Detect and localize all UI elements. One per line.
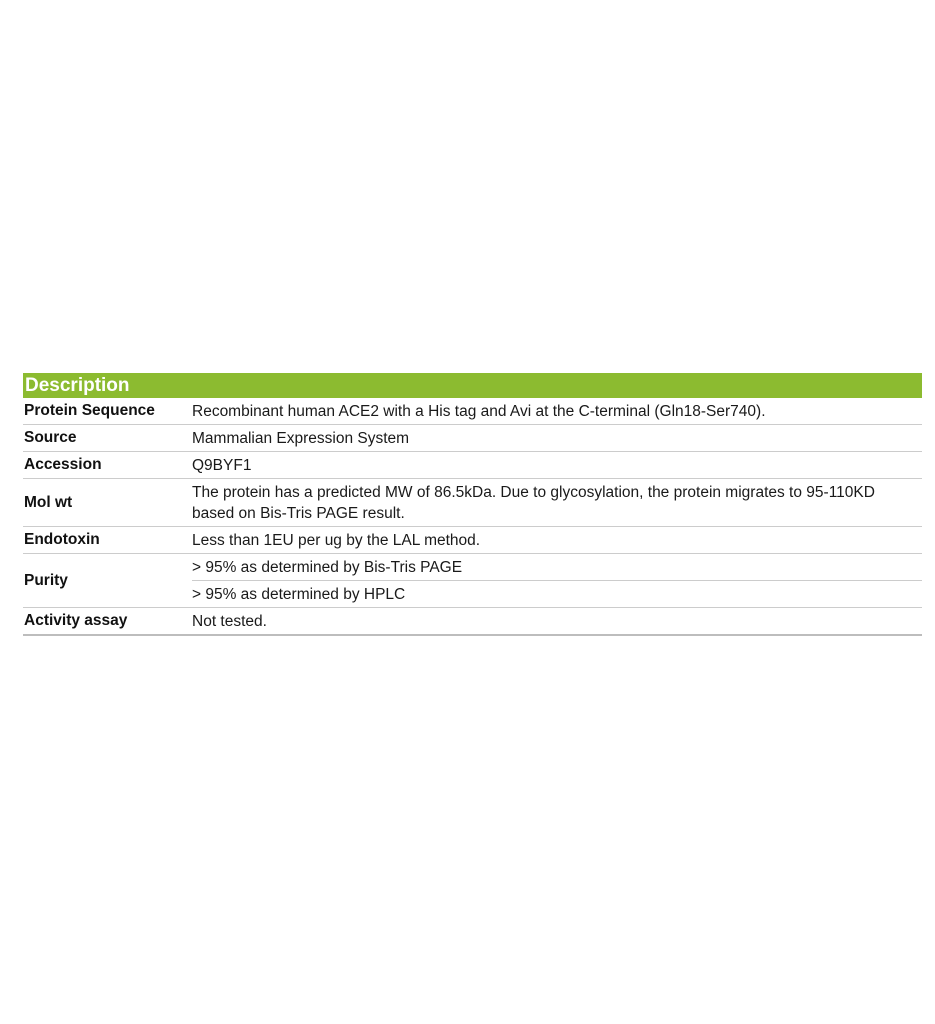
row-value [192,425,922,451]
row-value [192,608,922,634]
row-value [192,452,922,478]
row-label: Purity [24,571,68,589]
row-value-line: Less than 1EU per ug by the LAL method. [192,531,481,549]
row-value-line: Recombinant human ACE2 with a His tag and Avi at the C-terminal (Gln18-Ser740). [192,402,766,420]
row-label: Endotoxin [24,531,100,548]
description-header-title: Description [25,375,130,396]
row-value [192,554,922,607]
row-value-line: The protein has a predicted MW of 86.5kDa. Due to glycosylation, the protein migrates to 95-110KD based on Bis-Tris PAGE result. [192,483,875,522]
description-header [23,373,922,398]
table-row [23,527,922,554]
row-value-line: > 95% as determined by Bis-Tris PAGE [192,558,463,576]
table-row [23,425,922,452]
row-value [192,527,922,553]
table-row [23,608,922,634]
description-table [23,373,922,636]
table-row [23,398,922,425]
row-label: Protein Sequence [24,402,155,419]
table-row [23,452,922,479]
row-label: Source [24,429,77,446]
table-body [23,398,922,636]
row-value [192,398,922,424]
row-label: Activity assay [24,612,128,629]
row-value [192,479,922,526]
row-label: Accession [24,456,102,473]
table-row [23,479,922,527]
row-value-line: Mammalian Expression System [192,429,410,447]
row-value-line: > 95% as determined by HPLC [192,580,922,607]
table-row [23,554,922,608]
row-label: Mol wt [24,493,73,511]
row-value-line: Q9BYF1 [192,456,252,474]
row-value-line: Not tested. [192,612,267,630]
